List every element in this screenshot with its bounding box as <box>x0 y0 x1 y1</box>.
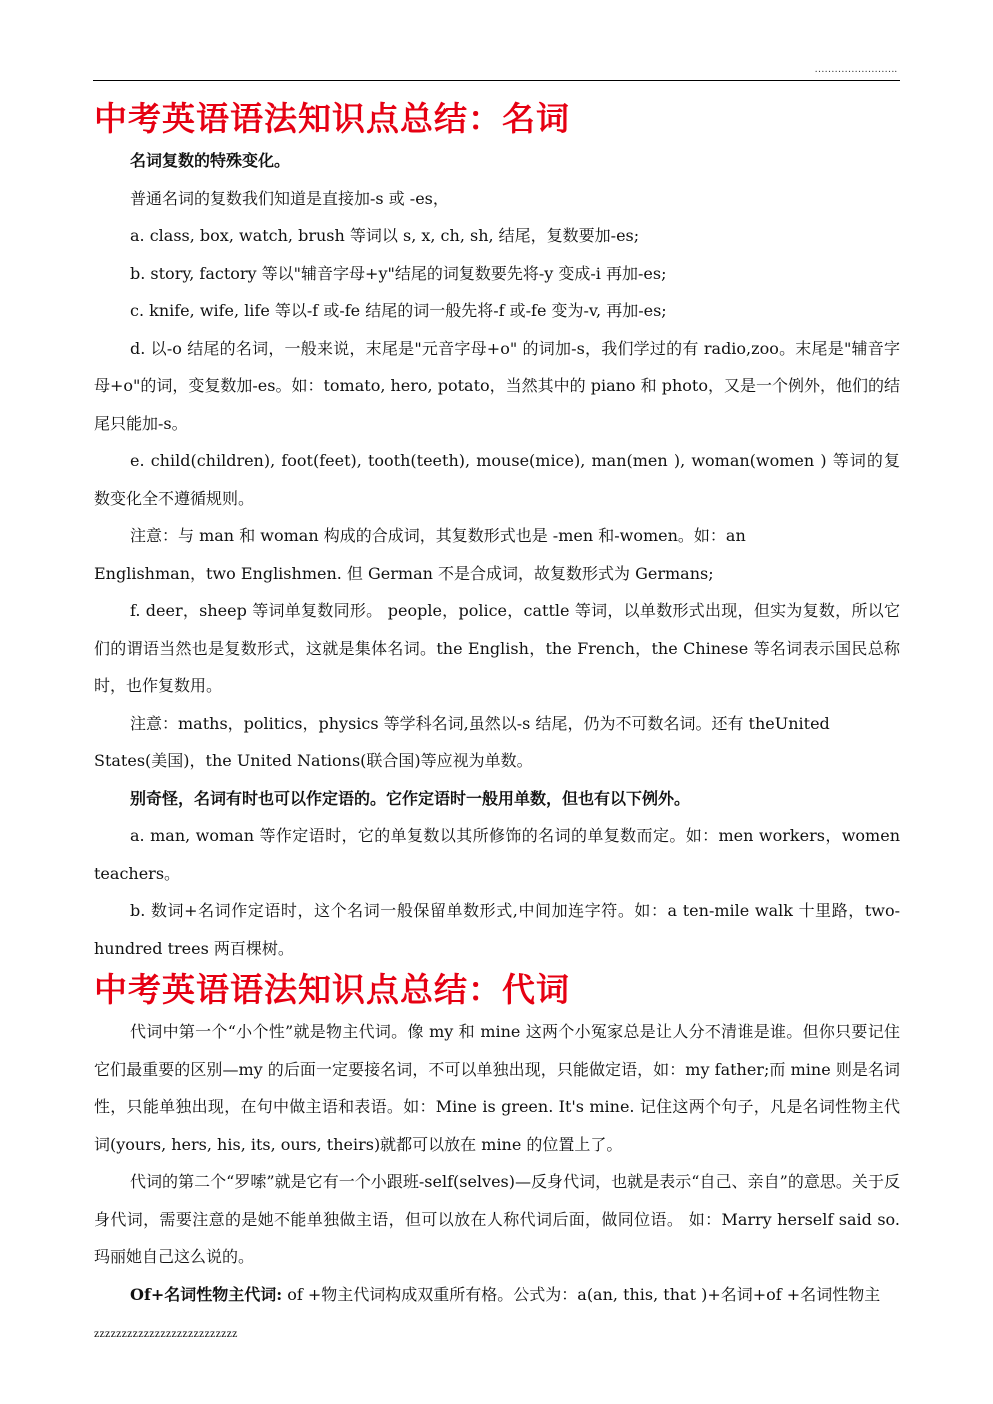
paragraph: b. 数词+名词作定语时，这个名词一般保留单数形式,中间加连字符。如：a ten-mile walk 十里路，two-hundred trees 两百棵树。 <box>94 901 900 958</box>
paragraph: States(美国)，the United Nations(联合国)等应视为单数。 <box>94 751 533 770</box>
paragraph: b. story, factory 等以"辅音字母+y"结尾的词复数要先将-y 变成-i 再加-es; <box>130 263 667 283</box>
paragraph: a. man, woman 等作定语时，它的单复数以其所修饰的名词的单复数而定。如：men workers，women teachers。 <box>94 826 900 883</box>
paragraph: 名词复数的特殊变化。 <box>130 151 291 170</box>
paragraph: 别奇怪，名词有时也可以作定语的。它作定语时一般用单数，但也有以下例外。 <box>130 788 691 808</box>
paragraph: a. class, box, watch, brush 等词以 s, x, ch, sh, 结尾，复数要加-es; <box>130 226 640 245</box>
header-dots: ……………………. <box>814 64 897 75</box>
paragraph: 注意：maths，politics，physics 等学科名词,虽然以-s 结尾，仍为不可数名词。还有 theUnited <box>130 713 830 733</box>
paragraph: 注意：与 man 和 woman 构成的合成词，其复数形式也是 -men 和-women。如：an <box>130 526 746 545</box>
paragraph: 代词中第一个“小个性”就是物主代词。像 my 和 mine 这两个小冤家总是让人分不清谁是谁。但你只要记住它们最重要的区别—my 的后面一定要接名词，不可以单独出现，只能做定语，如：my father;而 mine 则是名词性，只能单独出现，在句中做主语和表语。如：Mine is green. It's mine. 记住这两个句子，凡是名词性物主代词(yours, hers, his, its, ours, theirs)就都可以放在 mine 的位置上了。 <box>94 1022 900 1154</box>
paragraph: Englishman，two Englishmen. 但 German 不是合成词，故复数形式为 Germans; <box>94 563 714 583</box>
paragraph: c. knife, wife, life 等以-f 或-fe 结尾的词一般先将-f 或-fe 变为-v, 再加-es; <box>130 301 667 320</box>
section-title-nouns: 中考英语语法知识点总结：名词 <box>94 99 570 138</box>
paragraph: f. deer，sheep 等词单复数同形。 people，police，cattle 等词，以单数形式出现，但实为复数，所以它们的谓语当然也是复数形式，这就是集体名词。the English，the French，the Chinese 等名词表示国民总称时，也作复数用。 <box>94 601 900 695</box>
paragraph-label: Of+名词性物主代词: <box>130 1284 283 1304</box>
paragraph: e. child(children), foot(feet), tooth(teeth), mouse(mice), man(men ), woman(women ) 等词的复数变化全不遵循规则。 <box>94 451 900 508</box>
document-body <box>94 96 900 1313</box>
section-title-pronouns: 中考英语语法知识点总结：代词 <box>94 970 570 1009</box>
footer-text: zzzzzzzzzzzzzzzzzzzzzzzzzz <box>94 1326 238 1340</box>
paragraph: 普通名词的复数我们知道是直接加-s 或 -es， <box>130 188 449 208</box>
paragraph: d. 以-o 结尾的名词，一般来说，末尾是"元音字母+o" 的词加-s，我们学过的有 radio,zoo。末尾是"辅音字母+o"的词，变复数加-es。如：tomato, hero, potato，当然其中的 piano 和 photo，又是一个例外，他们的结尾只能加-s。 <box>94 338 900 433</box>
paragraph-text: of +物主代词构成双重所有格。公式为：a(an, this, that )+名词+of +名词性物主 <box>282 1284 881 1304</box>
paragraph <box>94 1276 900 1314</box>
paragraph: 代词的第二个“罗嗦”就是它有一个小跟班-self(selves)—反身代词，也就是表示“自己、亲自”的意思。关于反身代词，需要注意的是她不能单独做主语，但可以放在人称代词后面，做同位语。 如：Marry herself said so. 玛丽她自己这么说的。 <box>94 1172 900 1266</box>
header-rule <box>93 80 900 81</box>
